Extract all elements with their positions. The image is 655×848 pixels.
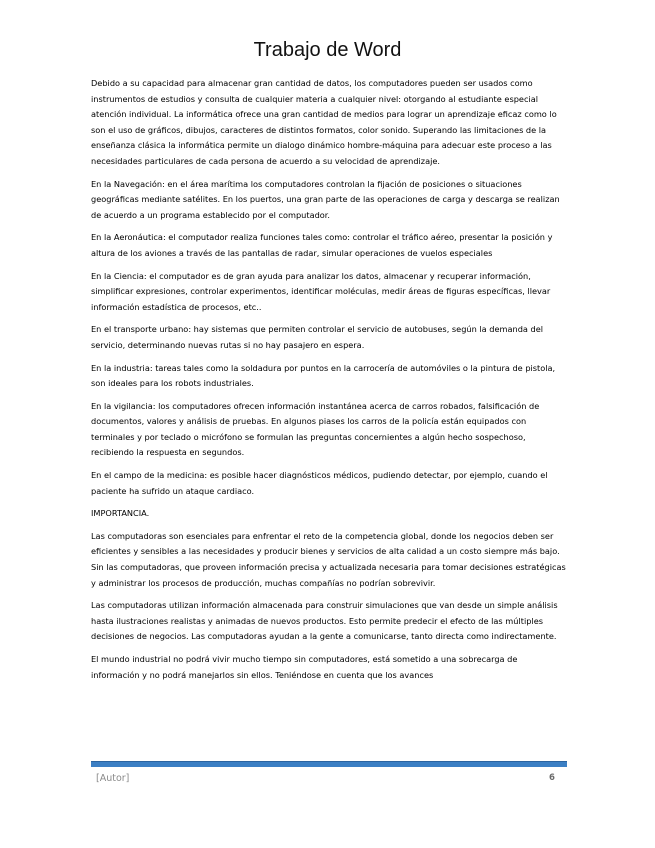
paragraph-ciencia: En la Ciencia: el computador es de gran ayuda para analizar los datos, almacenar y recuperar información, simplificar expresiones, controlar experimentos, identificar moléculas, medir áreas de figuras específicas, llevar información estadística de procesos, etc.. bbox=[91, 270, 551, 312]
paragraph-navegacion: En la Navegación: en el área marítima los computadores controlan la fijación de posiciones o situaciones geográficas mediante satélites. En los puertos, una gran parte de las operaciones de carga y descarga se realizan de acuerdo a un programa establecido por el computador. bbox=[91, 178, 560, 220]
paragraph-transporte: En el transporte urbano: hay sistemas que permiten controlar el servicio de autobuses, según la demanda del servicio, determinando nuevas rutas si no hay pasajero en espera. bbox=[91, 324, 544, 350]
paragraph-industria: En la industria: tareas tales como la soldadura por puntos en la carrocería de automóviles o la pintura de pistola, son ideales para los robots industriales. bbox=[91, 362, 556, 389]
section-heading-importancia: IMPORTANCIA. bbox=[91, 508, 150, 519]
paragraph-importancia-2: Las computadoras utilizan información almacenada para construir simulaciones que van desde un simple análisis hasta ilustraciones realistas y animadas de nuevos productos. Esto permite predecir el efecto de las múltiples decisiones de negocios. Las computadoras ayudan a la gente a comunicarse, tanto directa como indirectamente. bbox=[91, 600, 558, 642]
paragraph-vigilancia: En la vigilancia: los computadores ofrecen información instantánea acerca de carros robados, falsificación de documentos, valores y análisis de pruebas. En algunos piases los carros de la policía están equipados con terminales y por teclado o micrófono se formulan las preguntas concernientes a algún hecho sospechoso, recibiendo la respuesta en segundos. bbox=[91, 400, 540, 458]
paragraph-importancia-1: Las computadoras son esenciales para enfrentar el reto de la competencia global, donde los negocios deben ser eficientes y sensibles a las necesidades y producir bienes y servicios de alta calidad a un costo siempre más bajo. Sin las computadoras, que proveen información precisa y actualizada necesaria para tomar decisiones estratégicas y administrar los procesos de producción, muchas compañías no podrían sobrevivir. bbox=[91, 530, 566, 588]
paragraph-medicina: En el campo de la medicina: es posible hacer diagnósticos médicos, pudiendo detectar, por ejemplo, cuando el paciente ha sufrido un ataque cardiaco. bbox=[91, 470, 548, 496]
footer-rule bbox=[91, 761, 567, 767]
paragraph-aeronautica: En la Aeronáutica: el computador realiza funciones tales como: controlar el tráfico aéreo, presentar la posición y altura de los aviones a través de las pantallas de radar, simular operaciones de vuelos especiales bbox=[91, 232, 553, 258]
document-title: Trabajo de Word bbox=[253, 39, 402, 61]
footer-author: [Autor] bbox=[96, 773, 130, 784]
paragraph-importancia-3: El mundo industrial no podrá vivir mucho tiempo sin computadores, está sometido a una sobrecarga de información y no podrá manejarlos sin ellos. Teniéndose en cuenta que los avances bbox=[91, 654, 518, 680]
document-body bbox=[91, 76, 567, 690]
paragraph-intro: Debido a su capacidad para almacenar gran cantidad de datos, los computadores pueden ser usados como instrumentos de estudios y consulta de cualquier materia a cualquier nivel: otorgando al estudiante especial atención individual. La informática ofrece una gran cantidad de medios para lograr un aprendizaje eficaz como lo son el uso de gráficos, dibujos, caracteres de distintos formatos, color sonido. Superando las limitaciones de la enseñanza clásica la informática permite un dialogo dinámico hombre-máquina para adecuar este proceso a las necesidades particulares de cada persona de acuerdo a su velocidad de aprendizaje. bbox=[91, 78, 557, 166]
footer-page-number: 6 bbox=[549, 773, 555, 783]
